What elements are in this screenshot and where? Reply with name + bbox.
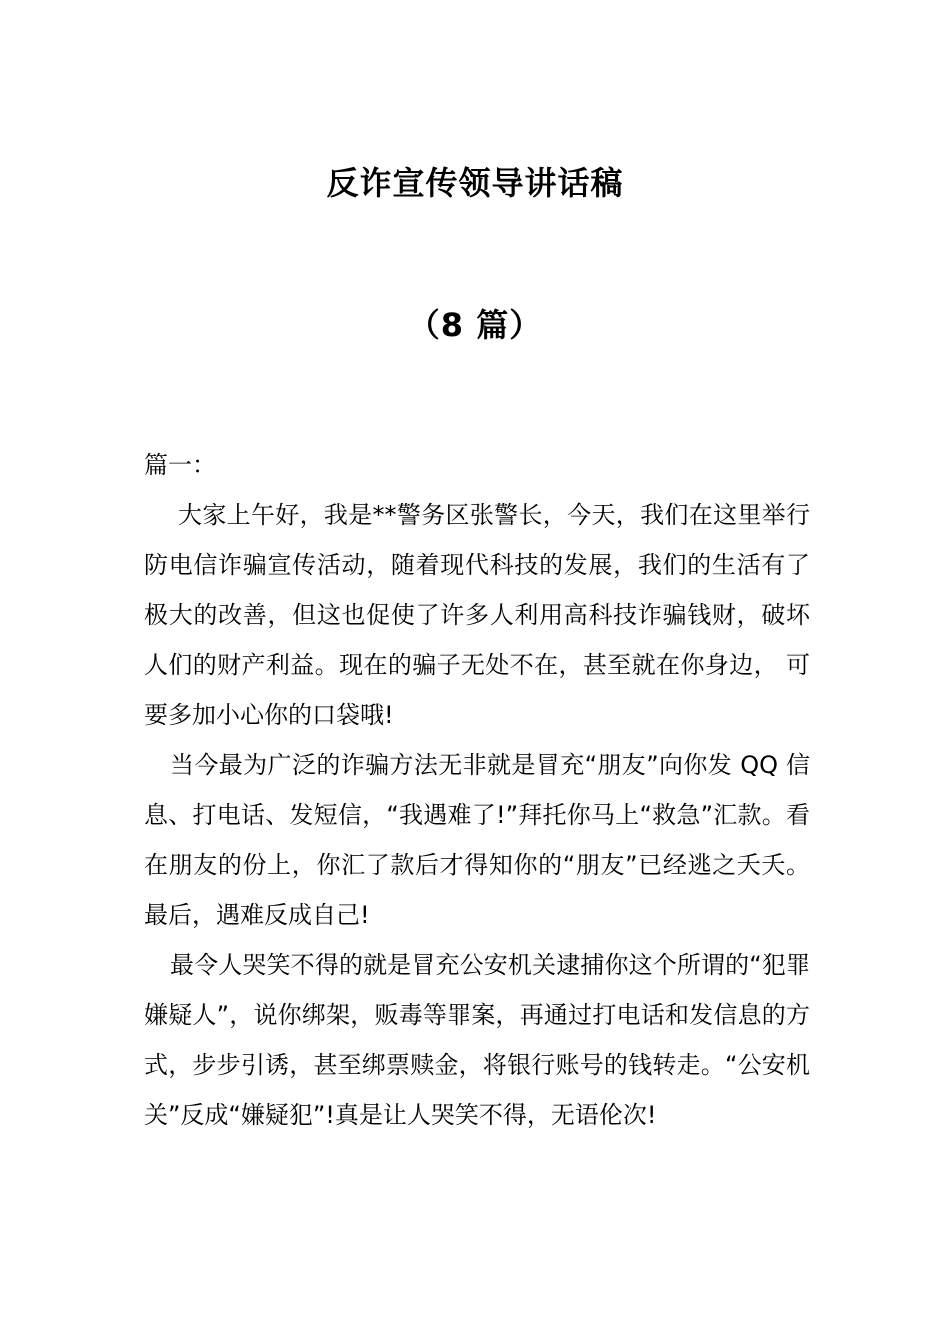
document-title: 反诈宣传领导讲话稿	[326, 164, 624, 202]
body-paragraph: 当今最为广泛的诈骗方法无非就是冒充“朋友”向你发 QQ 信息、打电话、发短信，“我遇难了!”拜托你马上“救急”汇款。看在朋友的份上，你汇了款后才得知你的“朋友”已经逃之夭夭。最后，遇难反成自己!	[144, 751, 810, 929]
body-paragraph: 大家上午好，我是**警务区张警长，今天，我们在这里举行防电信诈骗宣传活动，随着现代科技的发展，我们的生活有了极大的改善，但这也促使了许多人利用高科技诈骗钱财，破坏人们的财产利益。现在的骗子无处不在，甚至就在你身边， 可要多加小心你的口袋哦!	[144, 501, 810, 729]
document-subtitle: （8 篇）	[407, 306, 543, 344]
document-body	[144, 440, 810, 1140]
section-label: 篇一：	[144, 451, 216, 479]
body-paragraph: 最令人哭笑不得的就是冒充公安机关逮捕你这个所谓的“犯罪嫌疑人”，说你绑架，贩毒等罪案，再通过打电话和发信息的方式，步步引诱，甚至绑票赎金，将银行账号的钱转走。“公安机关”反成“嫌疑犯”!真是让人哭笑不得，无语伦次!	[144, 951, 810, 1129]
